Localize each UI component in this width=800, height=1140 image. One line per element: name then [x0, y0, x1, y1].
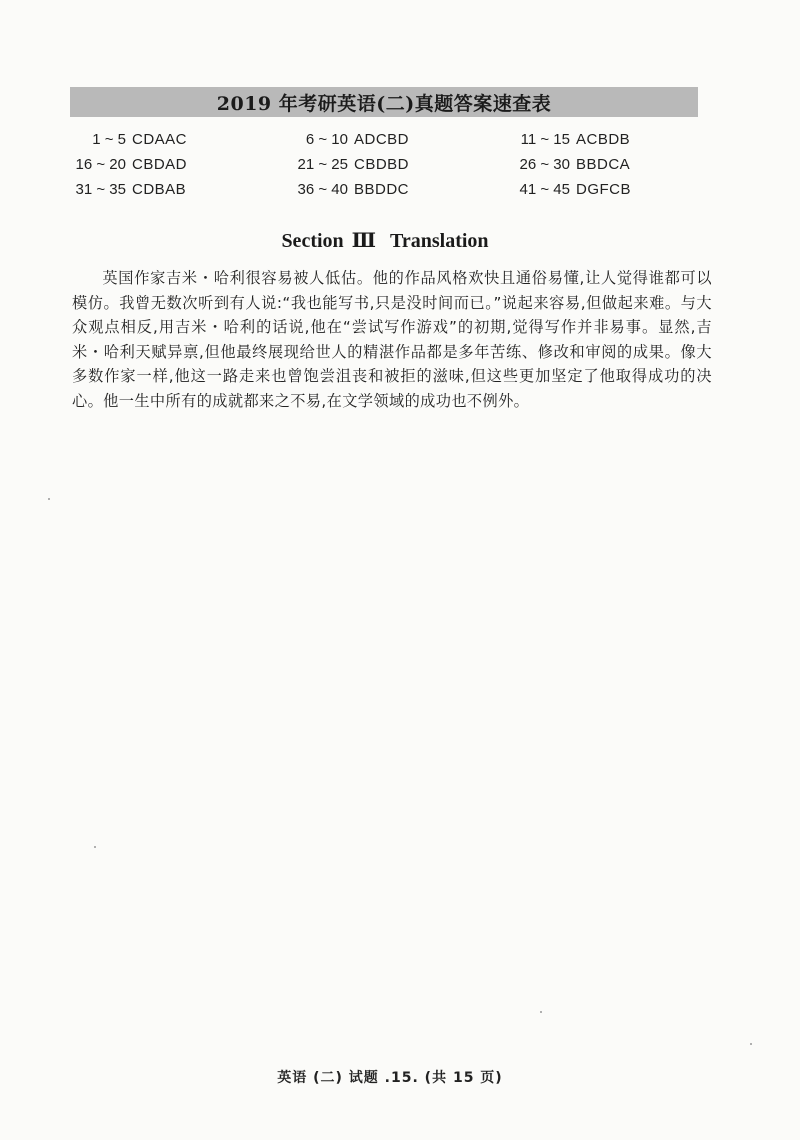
- question-range: 16 ~ 20: [75, 156, 126, 173]
- page-footer: 英语 (二) 试题 .15. (共 15 页): [277, 1070, 503, 1086]
- answer-group: [70, 156, 292, 173]
- scan-speck: [750, 1043, 752, 1045]
- answer-group: [514, 181, 700, 198]
- answer-row: [70, 127, 700, 152]
- question-range: 41 ~ 45: [519, 181, 570, 198]
- answer-letters: CBDAD: [132, 156, 188, 173]
- answer-group: [292, 181, 514, 198]
- section-numeral: Ⅲ: [351, 230, 377, 252]
- scan-speck: [94, 846, 96, 848]
- translation-paragraph: 英国作家吉米・哈利很容易被人低估。他的作品风格欢快且通俗易懂,让人觉得谁都可以模仿。我曾无数次听到有人说:“我也能写书,只是没时间而已。”说起来容易,但做起来难。与大众观点相反,用吉米・哈利的话说,他在“尝试写作游戏”的初期,觉得写作并非易事。显然,吉米・哈利天赋异禀,但他最终展现给世人的精湛作品都是多年苦练、修改和审阅的成果。像大多数作家一样,他这一路走来也曾饱尝沮丧和被拒的滋味,但这些更加坚定了他取得成功的决心。他一生中所有的成就都来之不易,在文学领域的成功也不例外。: [72, 269, 712, 410]
- answer-group: [292, 131, 514, 148]
- answer-key-table: [70, 127, 700, 202]
- scan-speck: [540, 1011, 542, 1013]
- question-range: 6 ~ 10: [305, 131, 348, 148]
- answer-group: [70, 131, 292, 148]
- question-range: 21 ~ 25: [297, 156, 348, 173]
- answer-row: [70, 152, 700, 177]
- answer-letters: ADCBD: [354, 131, 410, 148]
- answer-letters: BBDDC: [354, 181, 410, 198]
- answer-row: [70, 177, 700, 202]
- section-title: Translation: [390, 230, 489, 252]
- answer-letters: CDAAC: [132, 131, 188, 148]
- scan-speck: [48, 498, 50, 500]
- answer-key-header: [70, 87, 698, 117]
- question-range: 11 ~ 15: [520, 131, 570, 148]
- answer-letters: DGFCB: [576, 181, 631, 198]
- answer-letters: CDBAB: [132, 181, 187, 198]
- answer-letters: CBDBD: [354, 156, 410, 173]
- answer-letters: BBDCA: [576, 156, 631, 173]
- answer-letters: ACBDB: [576, 131, 631, 148]
- answer-group: [292, 156, 514, 173]
- question-range: 31 ~ 35: [75, 181, 126, 198]
- answer-group: [514, 131, 700, 148]
- question-range: 1 ~ 5: [92, 131, 126, 148]
- question-range: 36 ~ 40: [297, 181, 348, 198]
- answer-group: [70, 181, 292, 198]
- question-range: 26 ~ 30: [519, 156, 570, 173]
- section-label: Section: [281, 230, 344, 252]
- section-heading: [0, 228, 770, 253]
- answer-group: [514, 156, 700, 173]
- answer-key-title: 2019 年考研英语(二)真题答案速查表: [216, 92, 552, 115]
